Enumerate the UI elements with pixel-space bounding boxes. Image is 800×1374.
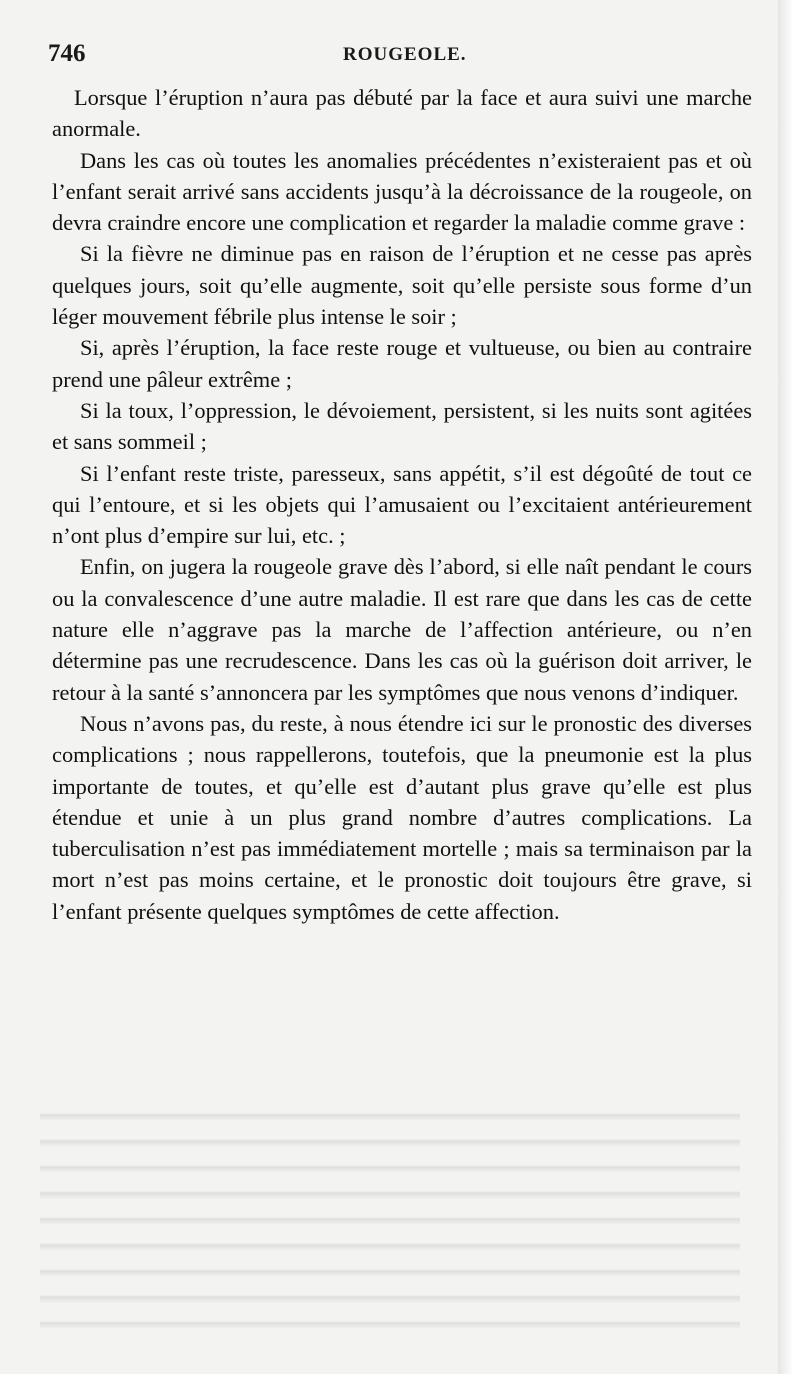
- paragraph: Enfin, on jugera la rougeole grave dès l’abord, si elle naît pendant le cours ou la convalescence d’une autre maladie. Il est rare que dans les cas de cette nature elle n’aggrave pas la marche de l’affection antérieure, ou n’en détermine pas une recrudescence. Dans les cas où la guérison doit arriver, le retour à la santé s’annoncera par les symptômes que nous venons d’indiquer.: [52, 554, 752, 705]
- page-edge-shadow: [778, 0, 800, 1374]
- body-text: [52, 82, 752, 927]
- page-number: 746: [48, 40, 86, 67]
- page-header: [48, 40, 753, 74]
- show-through-area: [40, 1095, 740, 1335]
- paragraph: Si la fièvre ne diminue pas en raison de l’éruption et ne cesse pas après quelques jours, soit qu’elle augmente, soit qu’elle persiste sous forme d’un léger mouvement fébrile plus intense le soir ;: [52, 241, 752, 330]
- paragraph: Si, après l’éruption, la face reste rouge et vultueuse, ou bien au contraire prend une pâleur extrême ;: [52, 335, 752, 392]
- paragraph: Si la toux, l’oppression, le dévoiement, persistent, si les nuits sont agitées et sans sommeil ;: [52, 397, 752, 455]
- paragraph: Lorsque l’éruption n’aura pas débuté par la face et aura suivi une marche anormale.: [52, 85, 752, 142]
- paragraph: Dans les cas où toutes les anomalies précédentes n’existeraient pas et où l’enfant serait arrivé sans accidents jusqu’à la décroissance de la rougeole, on devra craindre encore une complication et regarder la maladie comme grave :: [52, 147, 752, 236]
- paragraph: Nous n’avons pas, du reste, à nous étendre ici sur le pronostic des diverses complications ; nous rappellerons, toutefois, que la pneumonie est la plus importante de toutes, et qu’elle est d’autant plus grave qu’elle est plus étendue et unie à un plus grand nombre d’autres complications. La tuberculisation n’est pas immédiatement mortelle ; mais sa terminaison par la mort n’est pas moins certaine, et le pronostic doit toujours être grave, si l’enfant présente quelques symptômes de cette affection.: [52, 710, 752, 924]
- paragraph: Si l’enfant reste triste, paresseux, sans appétit, s’il est dégoûté de tout ce qui l’entoure, et si les objets qui l’amusaient ou l’excitaient antérieurement n’ont plus d’empire sur lui, etc. ;: [52, 460, 752, 549]
- running-head: ROUGEOLE.: [343, 44, 467, 65]
